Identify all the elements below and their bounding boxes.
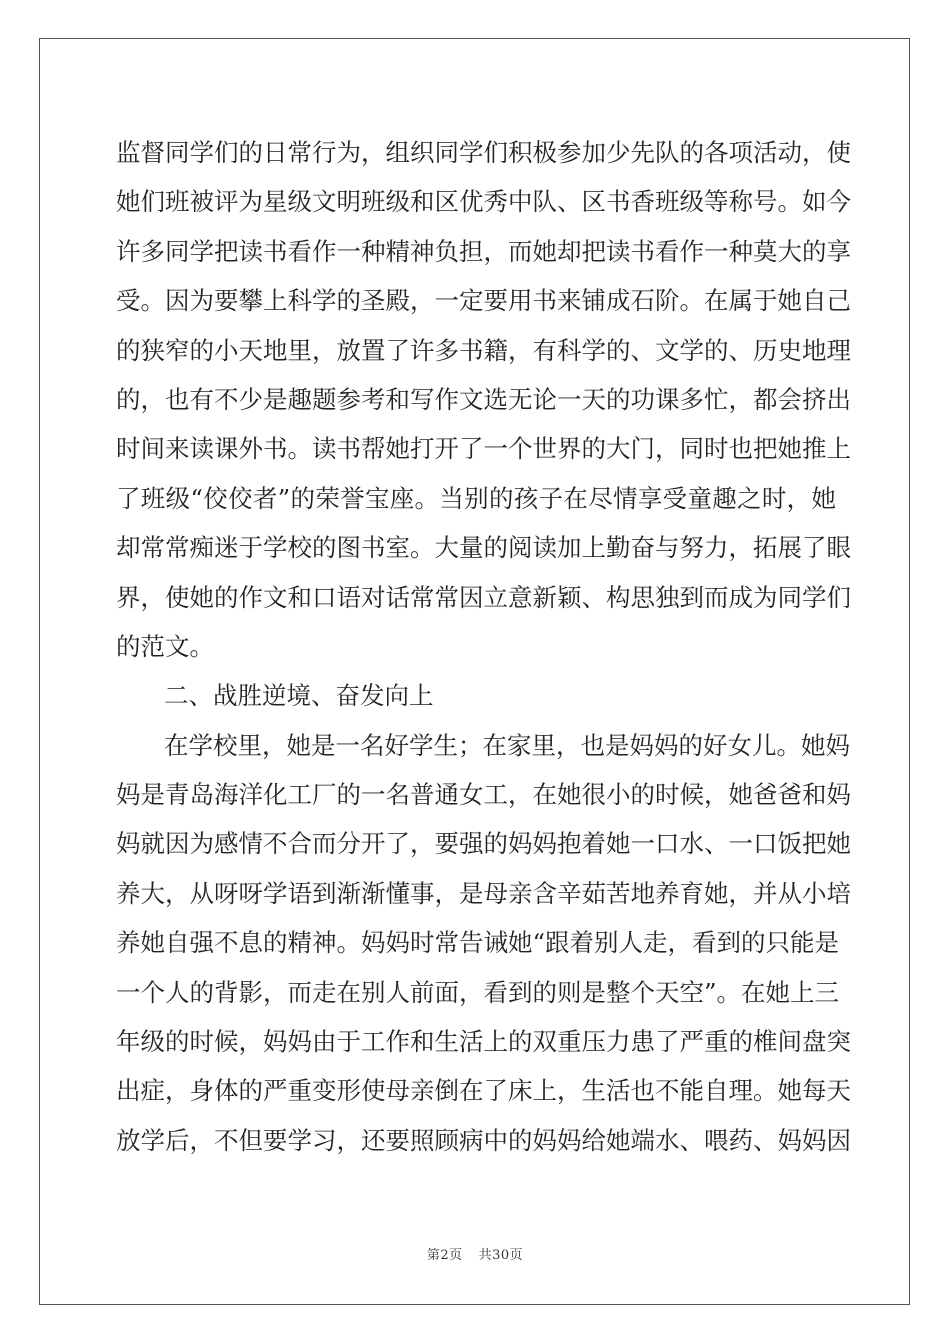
section-heading: 二、战胜逆境、奋发向上: [164, 681, 434, 711]
text-line: 放学后，不但要学习，还要照顾病中的妈妈给她端水、喂药、妈妈因: [116, 1125, 851, 1155]
page-total: 共30页: [478, 1248, 524, 1263]
text-line: 妈就因为感情不合而分开了，要强的妈妈抱着她一口水、一口饭把她: [116, 829, 851, 859]
text-line: 养大，从呀呀学语到渐渐懂事，是母亲含辛茹苦地养育她，并从小培: [116, 878, 851, 908]
text-line: 年级的时候，妈妈由于工作和生活上的双重压力患了严重的椎间盘突: [116, 1027, 851, 1057]
text-line: 出症，身体的严重变形使母亲倒在了床上，生活也不能自理。她每天: [116, 1076, 851, 1106]
text-line: 许多同学把读书看作一种精神负担，而她却把读书看作一种莫大的享: [116, 236, 851, 266]
text-line: 监督同学们的日常行为，组织同学们积极参加少先队的各项活动，使: [116, 138, 851, 167]
text-line: 养她自强不息的精神。妈妈时常告诫她“跟着别人走，看到的只能是: [116, 928, 840, 958]
text-line: 却常常痴迷于学校的图书室。大量的阅读加上勤奋与努力，拓展了眼: [116, 533, 851, 563]
text-line: 的范文。: [116, 631, 214, 661]
text-line: 妈是青岛海洋化工厂的一名普通女工，在她很小的时候，她爸爸和妈: [116, 780, 851, 810]
text-line: 的狭窄的小天地里，放置了许多书籍，有科学的、文学的、历史地理: [116, 335, 851, 365]
text-line: 她们班被评为星级文明班级和区优秀中队、区书香班级等称号。如今: [116, 187, 851, 217]
text-line: 时间来读课外书。读书帮她打开了一个世界的大门，同时也把她推上: [116, 434, 851, 464]
text-line: 一个人的背影，而走在别人前面，看到的则是整个天空”。在她上三: [116, 977, 840, 1007]
text-line: 了班级“佼佼者”的荣誉宝座。当别的孩子在尽情享受童趣之时，她: [116, 483, 836, 513]
page-number: 第2页: [426, 1248, 463, 1263]
text-line: 在学校里，她是一名好学生；在家里，也是妈妈的好女儿。她妈: [164, 730, 850, 760]
text-line: 的，也有不少是趣题参考和写作文选无论一天的功课多忙，都会挤出: [116, 384, 851, 414]
page-footer: [0, 1244, 950, 1263]
text-line: 界，使她的作文和口语对话常常因立意新颖、构思独到而成为同学们: [116, 582, 851, 612]
text-line: 受。因为要攀上科学的圣殿，一定要用书来铺成石阶。在属于她自己: [116, 286, 851, 316]
document-body: [116, 128, 851, 1165]
